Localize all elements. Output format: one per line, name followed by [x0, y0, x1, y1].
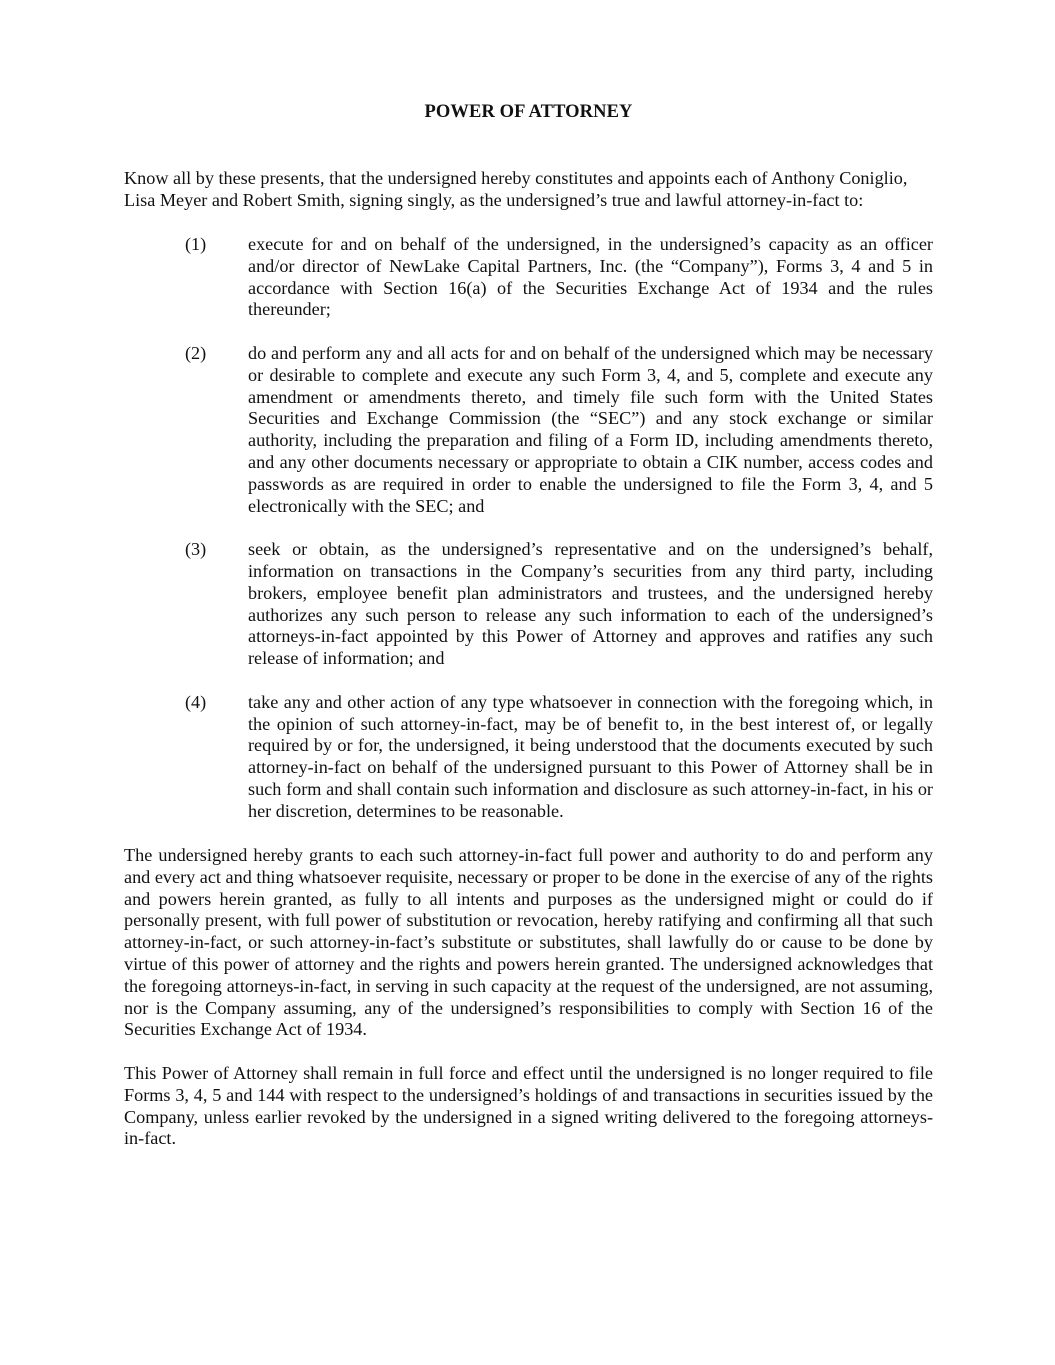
- duration-paragraph: This Power of Attorney shall remain in full force and effect until the undersigned is no longer required to file Forms 3, 4, 5 and 144 with respect to the undersigned’s holdings of and transactions in securities issued by the Company, unless earlier revoked by the undersigned in a signed writing delivered to the foregoing attorneys-in-fact.: [124, 1063, 933, 1149]
- item-text: execute for and on behalf of the undersigned, in the undersigned’s capacity as an officer and/or director of NewLake Capital Partners, Inc. (the “Company”), Forms 3, 4 and 5 in accordance with Section 16(a) of the Securities Exchange Act of 1934 and the rules thereunder;: [248, 234, 933, 320]
- list-item: [124, 234, 933, 321]
- item-number: (4): [185, 691, 207, 712]
- item-text: do and perform any and all acts for and on behalf of the undersigned which may be necessary or desirable to complete and execute any such Form 3, 4, and 5, complete and execute any amendment or amendments thereto, and timely file such form with the United States Securities and Exchange Commission (the “SEC”) and any stock exchange or similar authority, including the preparation and filing of a Form ID, including amendments thereto, and any other documents necessary or appropriate to obtain a CIK number, access codes and passwords as are required in order to enable the undersigned to file the Form 3, 4, and 5 electronically with the SEC; and: [248, 342, 933, 516]
- powers-list: [124, 234, 933, 844]
- list-item: [124, 343, 933, 517]
- document-title: POWER OF ATTORNEY: [424, 102, 633, 122]
- grant-paragraph: The undersigned hereby grants to each such attorney-in-fact full power and authority to do and perform any and every act and thing whatsoever requisite, necessary or proper to be done in the exercise of any of the rights and powers herein granted, as fully to all intents and purposes as the undersigned might or could do if personally present, with full power of substitution or revocation, hereby ratifying and confirming all that such attorney-in-fact, or such attorney-in-fact’s substitute or substitutes, shall lawfully do or cause to be done by virtue of this power of attorney and the rights and powers herein granted. The undersigned acknowledges that the foregoing attorneys-in-fact, in serving in such capacity at the request of the undersigned, are not assuming, nor is the Company assuming, any of the undersigned’s responsibilities to comply with Section 16 of the Securities Exchange Act of 1934.: [124, 845, 933, 1040]
- item-number: (2): [185, 342, 207, 363]
- intro-paragraph: Know all by these presents, that the undersigned hereby constitutes and appoints each of Anthony Coniglio, Lisa Meyer and Robert Smith, signing singly, as the undersigned’s true and lawful attorney-in-fact to:: [124, 168, 908, 210]
- list-item: [124, 539, 933, 670]
- item-number: (1): [185, 234, 207, 254]
- item-text: take any and other action of any type whatsoever in connection with the foregoing which, in the opinion of such attorney-in-fact, may be of benefit to, in the best interest of, or legally required by or for, the undersigned, it being understood that the documents executed by such attorney-in-fact on behalf of the undersigned pursuant to this Power of Attorney shall be in such form and shall contain such information and disclosure as such attorney-in-fact, in his or her discretion, determines to be reasonable.: [248, 691, 933, 821]
- list-item: [124, 692, 933, 823]
- item-number: (3): [185, 539, 207, 560]
- item-text: seek or obtain, as the undersigned’s representative and on the undersigned’s behalf, information on transactions in the Company’s securities from any third party, including brokers, employee benefit plan administrators and trustees, and the undersigned hereby authorizes any such person to release any such information to each of the undersigned’s attorneys-in-fact appointed by this Power of Attorney and approves and ratifies any such release of information; and: [248, 539, 933, 669]
